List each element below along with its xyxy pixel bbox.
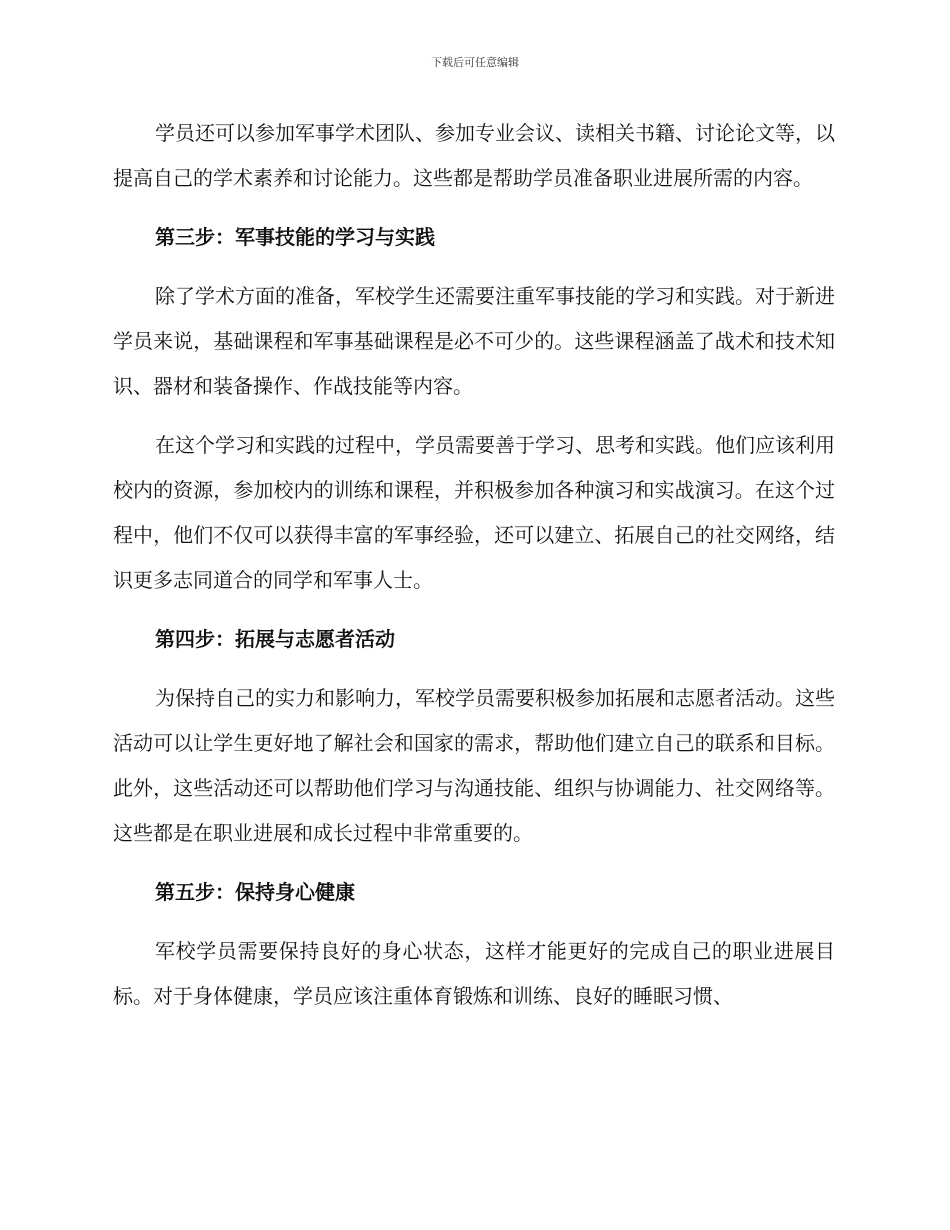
paragraph: 除了学术方面的准备，军校学生还需要注重军事技能的学习和实践。对于新进学员来说，基础课程和军事基础课程是必不可少的。这些课程涵盖了战术和技术知识、器材和装备操作、作战技能等内容。 xyxy=(113,284,835,398)
paragraph: 学员还可以参加军事学术团队、参加专业会议、读相关书籍、讨论论文等，以提高自己的学术素养和讨论能力。这些都是帮助学员准备职业进展所需的内容。 xyxy=(113,121,835,190)
paragraph: 军校学员需要保持良好的身心状态，这样才能更好的完成自己的职业进展目标。对于身体健康，学员应该注重体育锻炼和训练、良好的睡眠习惯、 xyxy=(113,939,835,1008)
section-heading: 第五步：保持身心健康 xyxy=(155,880,355,904)
paragraph: 在这个学习和实践的过程中，学员需要善于学习、思考和实践。他们应该利用校内的资源，参加校内的训练和课程，并积极参加各种演习和实战演习。在这个过程中，他们不仅可以获得丰富的军事经验，还可以建立、拓展自己的社交网络，结识更多志同道合的同学和军事人士。 xyxy=(113,433,835,592)
page-header: 下载后可任意编辑 xyxy=(431,56,519,69)
paragraph: 为保持自己的实力和影响力，军校学员需要积极参加拓展和志愿者活动。这些活动可以让学生更好地了解社会和国家的需求，帮助他们建立自己的联系和目标。此外，这些活动还可以帮助他们学习与沟通技能、组织与协调能力、社交网络等。这些都是在职业进展和成长过程中非常重要的。 xyxy=(113,686,835,845)
section-heading: 第三步：军事技能的学习与实践 xyxy=(155,225,435,249)
section-heading: 第四步：拓展与志愿者活动 xyxy=(155,627,395,651)
document-body xyxy=(113,111,835,1033)
